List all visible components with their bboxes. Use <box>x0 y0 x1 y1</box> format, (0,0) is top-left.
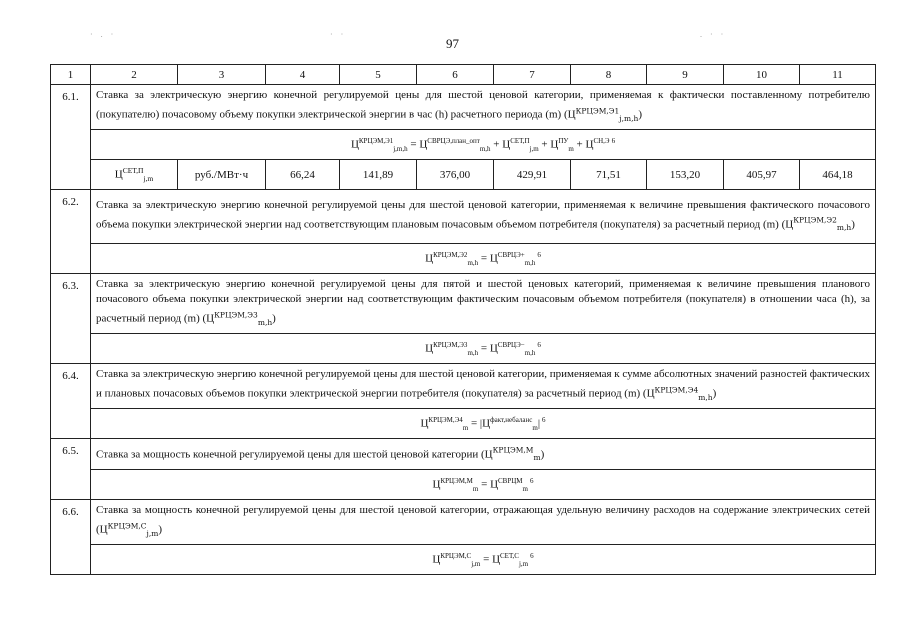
row-6-2-description <box>51 190 876 244</box>
column-header: 2 <box>91 65 178 85</box>
row-number: 6.1. <box>51 85 91 190</box>
value-cell: 376,00 <box>417 160 494 190</box>
value-cell: 405,97 <box>724 160 800 190</box>
row-6-5-formula <box>51 470 876 500</box>
scan-speck: · . · <box>90 30 117 39</box>
column-header: 8 <box>571 65 647 85</box>
formula: $Ц^{КРЦЭМ,Э2}_{m,h} = Ц^{СВРЦЭ+}_{m,h}^6$ <box>91 244 876 274</box>
column-header: 4 <box>266 65 340 85</box>
column-header: 5 <box>340 65 417 85</box>
value-cell: 429,91 <box>494 160 571 190</box>
row-number: 6.3. <box>51 274 91 364</box>
column-header: 11 <box>800 65 876 85</box>
column-header: 7 <box>494 65 571 85</box>
row-description: Ставка за электрическую энергию конечной регулируемой цены для шестой ценовой категории, применяемая к фактически поставленному потребителю (покупателю) почасовому объему покупки электрической энергии в час (h) расчетного периода (m) $(Ц^{КРЦЭМ,Э1}_{j,m,h})$ <box>91 85 876 130</box>
row-6-1-formula <box>51 130 876 160</box>
row-6-6-formula <box>51 545 876 575</box>
scan-speck: . · · <box>700 30 727 39</box>
formula: $Ц^{КРЦЭМ,Э3}_{m,h} = Ц^{СВРЦЭ-}_{m,h}^6$ <box>91 334 876 364</box>
row-6-5-description <box>51 439 876 470</box>
value-label: $Ц^{СЕТ,П}_{j,m}$ <box>91 160 178 190</box>
formula: $Ц^{КРЦЭМ,С}_{j,m} = Ц^{СЕТ,С}_{j,m}^6$ <box>91 545 876 575</box>
row-6-3-formula <box>51 334 876 364</box>
row-description: Ставка за электрическую энергию конечной регулируемой цены для пятой и шестой ценовых категорий, применяемая к величине превышения планового почасового объема покупки электрической энергии над соответствующим фактическим почасовым объемом потребителя (покупателя) в отношении часа (h), за расчетный период (m) $(Ц^{КРЦЭМ,Э3}_{m,h})$ <box>91 274 876 334</box>
header-row <box>51 65 876 85</box>
column-header: 6 <box>417 65 494 85</box>
row-number: 6.4. <box>51 364 91 439</box>
row-number: 6.6. <box>51 500 91 575</box>
row-description: Ставка за электрическую энергию конечной регулируемой цены для шестой ценовой категории, применяемая к сумме абсолютных значений разностей фактических и плановых почасовых объемов покупки электрической энергии потребителя (покупателя) за расчетный период (m) $(Ц^{КРЦЭМ,Э4}_{m,h})$ <box>91 364 876 409</box>
row-description: Ставка за мощность конечной регулируемой цены для шестой ценовой категории $(Ц^{КРЦЭМ,М}_m)$ <box>91 439 876 470</box>
row-6-4-formula <box>51 409 876 439</box>
scan-speck: · · <box>330 30 347 39</box>
row-6-2-formula <box>51 244 876 274</box>
row-6-6-description <box>51 500 876 545</box>
row-6-3-description <box>51 274 876 334</box>
row-description: Ставка за электрическую энергию конечной регулируемой цены для шестой ценовой категории, применяемая к величине превышения фактического почасового объема покупки электрической энергии над соответствующим плановым почасовым объемом потребителя (покупателя) за расчетный период (m) $(Ц^{КРЦЭМ,Э2}_{m,h})$ <box>91 190 876 244</box>
column-header: 9 <box>647 65 724 85</box>
column-header: 1 <box>51 65 91 85</box>
value-cell: 464,18 <box>800 160 876 190</box>
column-header: 10 <box>724 65 800 85</box>
row-6-1-values <box>51 160 876 190</box>
row-number: 6.5. <box>51 439 91 500</box>
row-description: Ставка за мощность конечной регулируемой цены для шестой ценовой категории, отражающая удельную величину расходов на содержание электрических сетей $(Ц^{КРЦЭМ,С}_{j,m})$ <box>91 500 876 545</box>
value-cell: 71,51 <box>571 160 647 190</box>
value-cell: 66,24 <box>266 160 340 190</box>
row-6-1-description <box>51 85 876 130</box>
value-cell: 153,20 <box>647 160 724 190</box>
value-cell: 141,89 <box>340 160 417 190</box>
column-header: 3 <box>178 65 266 85</box>
tariff-table <box>50 64 876 575</box>
row-6-4-description <box>51 364 876 409</box>
formula: $Ц^{КРЦЭМ,М}_m = Ц^{СВРЦМ}_m^6$ <box>91 470 876 500</box>
unit-cell: руб./МВт·ч <box>178 160 266 190</box>
row-number: 6.2. <box>51 190 91 274</box>
formula: $Ц^{КРЦЭМ,Э4}_m = |Ц^{факт,небаланс}_m|$ $^6$ <box>91 409 876 439</box>
formula: $Ц^{КРЦЭМ,Э1}_{j,m,h} = Ц^{СВРЦЭ,план\_опт}_{m,h} + Ц^{СЕТ,П}_{j,m} + Ц^{ПУ}_m + Ц^{СН,Э}$ $^6$ <box>91 130 876 160</box>
page-number: 97 <box>446 36 459 51</box>
